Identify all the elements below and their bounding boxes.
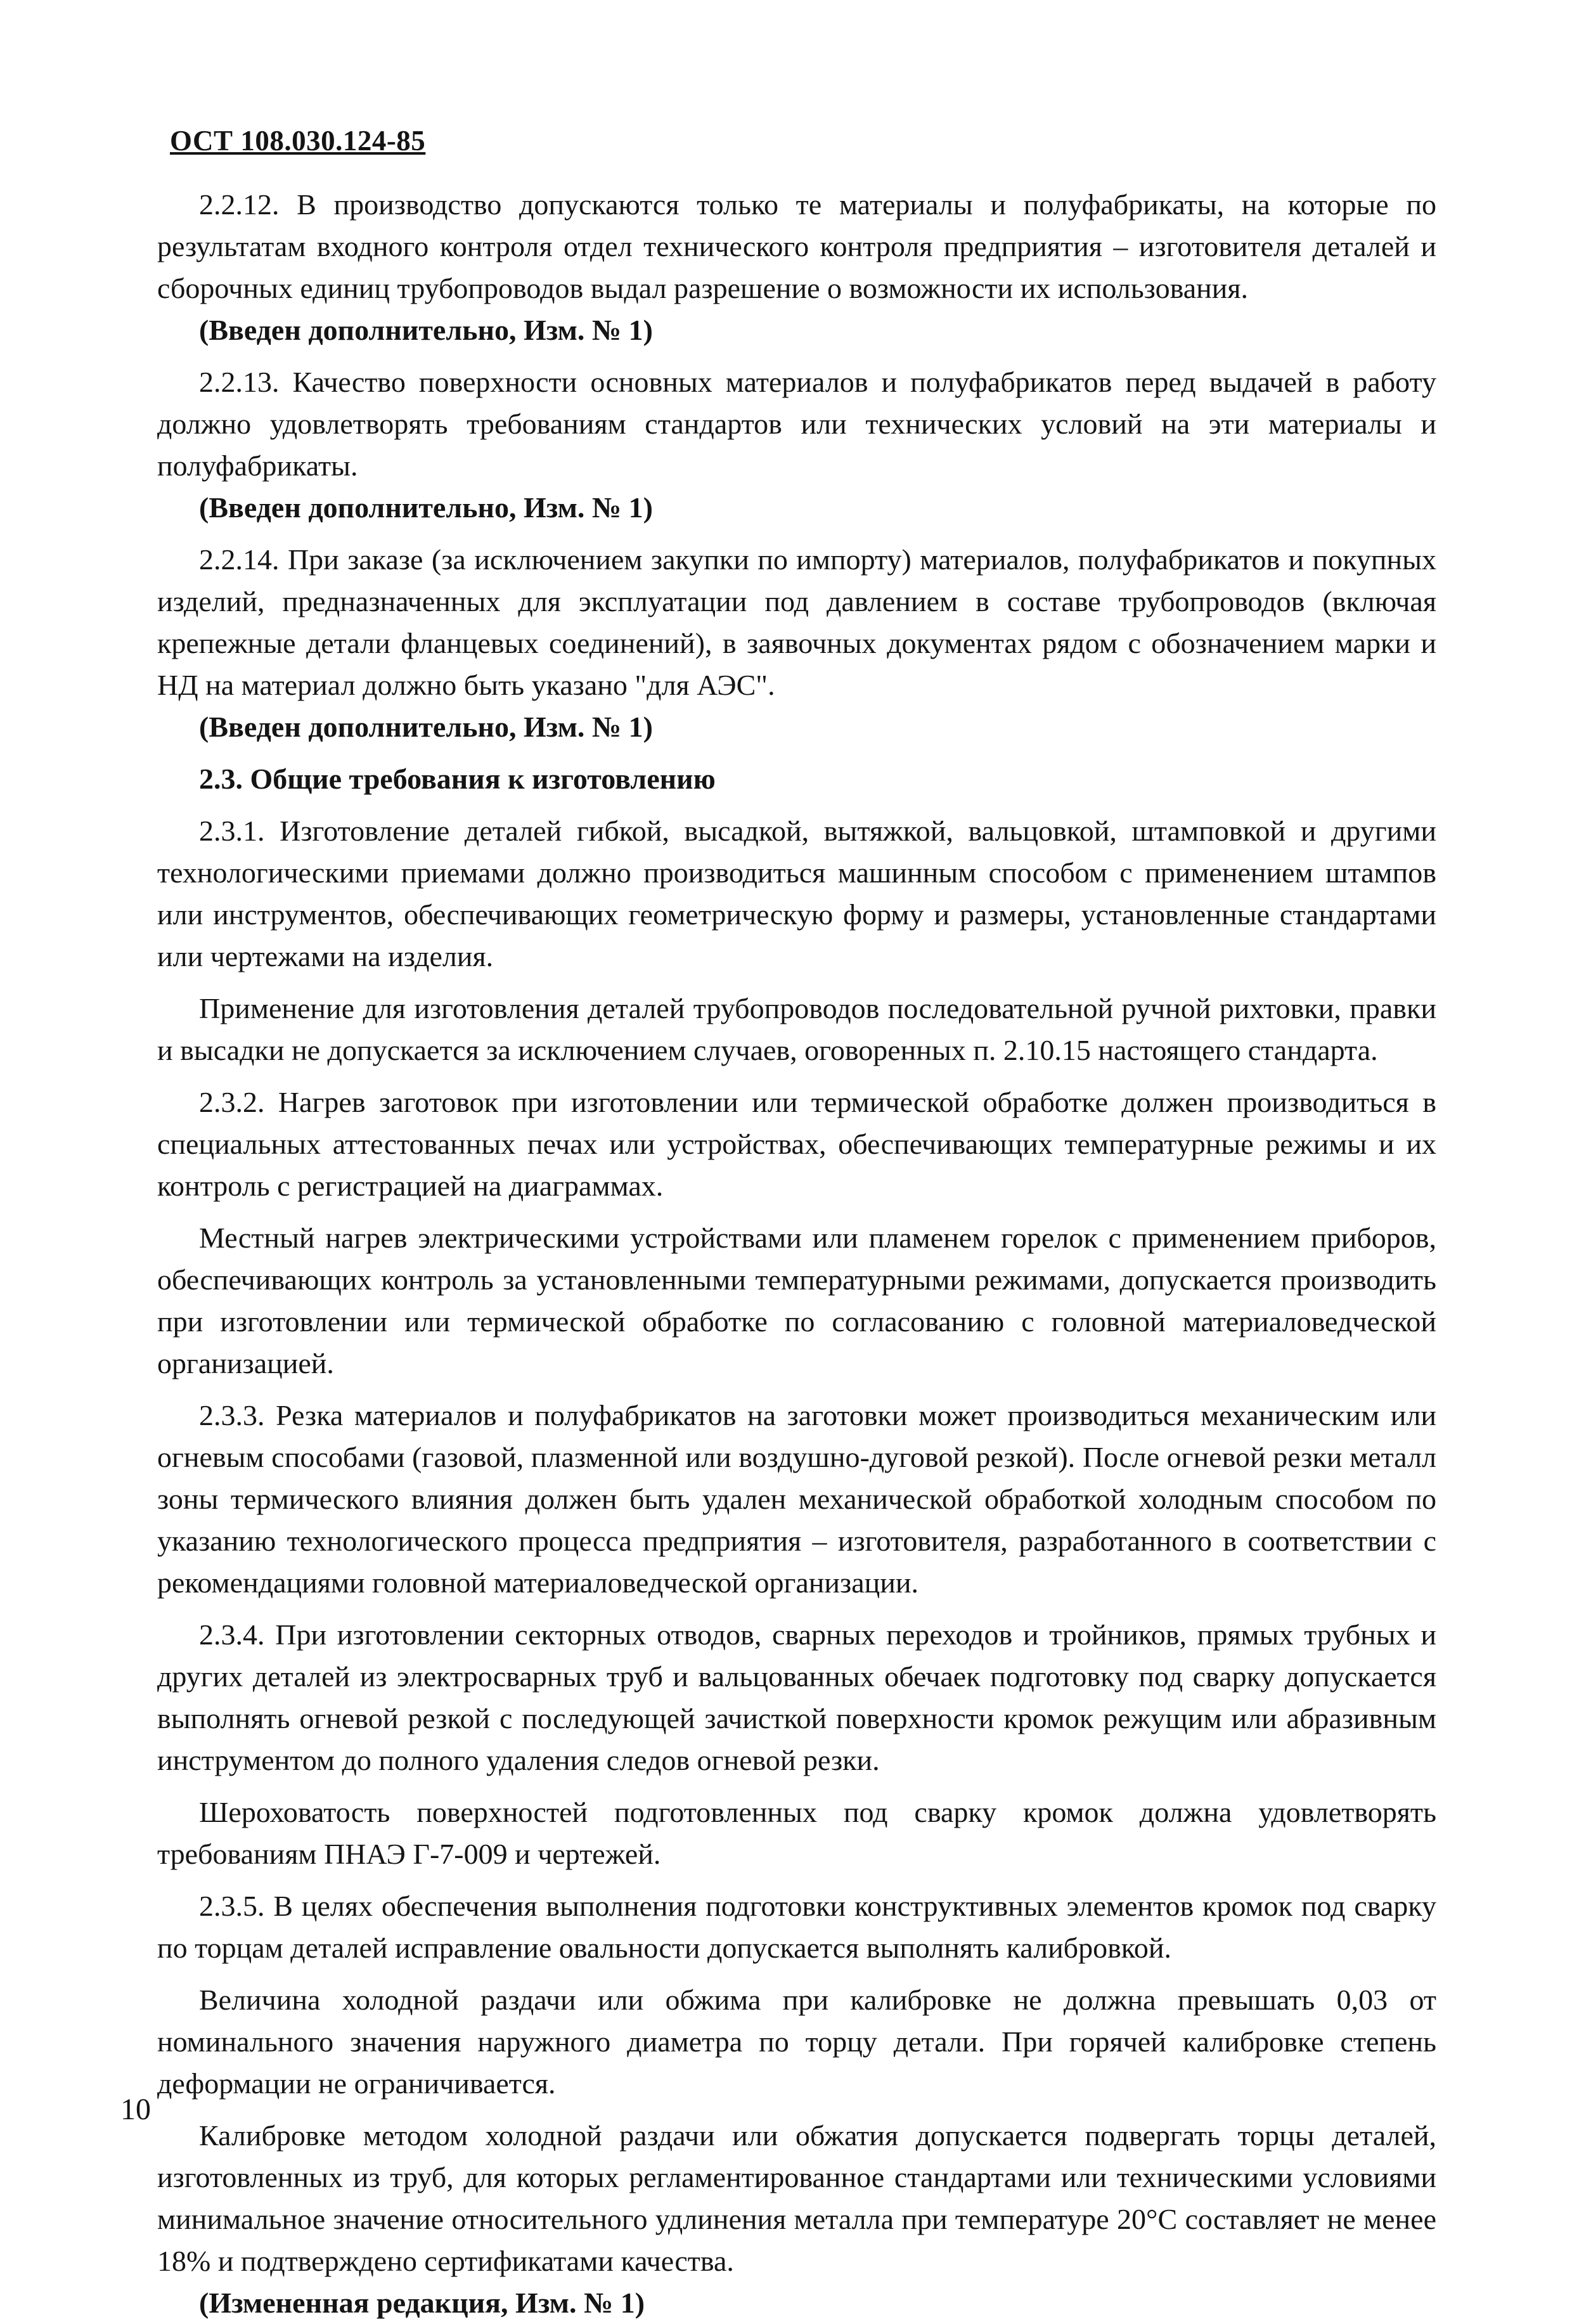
- document-body: [157, 184, 1436, 2324]
- clause-2-3-3: 2.3.3. Резка материалов и полуфабрикатов на заготовки может производиться механическим или огневым способами (газовой, плазменной или воздушно-дуговой резкой). После огневой резки металл зоны термического влияния должен быть удален механической обработкой холодным способом по указанию технологического процесса предприятия – изготовителя, разработанного в соответствии с рекомендациями головной материаловедческой организации.: [157, 1399, 1436, 1599]
- clause-2-2-13: 2.2.13. Качество поверхности основных материалов и полуфабрикатов перед выдачей в работу должно удовлетворять требованиям стандартов или технических условий на эти материалы и полуфабрикаты.: [157, 366, 1436, 482]
- document-code-header: ОСТ 108.030.124-85: [170, 125, 426, 157]
- section-heading-2-3: 2.3. Общие требования к изготовлению: [199, 763, 716, 795]
- amendment-note: (Введен дополнительно, Изм. № 1): [199, 711, 653, 743]
- paragraph-roughness: Шероховатость поверхностей подготовленных под сварку кромок должна удовлетворять требованиям ПНАЭ Г-7-009 и чертежей.: [157, 1796, 1436, 1870]
- clause-2-3-5: 2.3.5. В целях обеспечения выполнения подготовки конструктивных элементов кромок под сварку по торцам деталей исправление овальности допускается выполнять калибровкой.: [157, 1890, 1436, 1964]
- paragraph-manual-straightening: Применение для изготовления деталей трубопроводов последовательной ручной рихтовки, правки и высадки не допускается за исключением случаев, оговоренных п. 2.10.15 настоящего стандарта.: [157, 992, 1436, 1066]
- amendment-note: (Введен дополнительно, Изм. № 1): [199, 491, 653, 524]
- amendment-note: (Введен дополнительно, Изм. № 1): [199, 314, 653, 346]
- amendment-note: (Измененная редакция, Изм. № 1): [199, 2287, 645, 2319]
- clause-2-2-12: 2.2.12. В производство допускаются только те материалы и полуфабрикаты, на которые по результатам входного контроля отдел технического контроля предприятия – изготовителя деталей и сборочных единиц трубопроводов выдал разрешение о возможности их использования.: [157, 188, 1436, 304]
- clause-2-2-14: 2.2.14. При заказе (за исключением закупки по импорту) материалов, полуфабрикатов и покупных изделий, предназначенных для эксплуатации под давлением в составе трубопроводов (включая крепежные детали фланцевых соединений), в заявочных документах рядом с обозначением марки и НД на материал должно быть указано "для АЭС".: [157, 543, 1436, 701]
- paragraph-local-heating: Местный нагрев электрическими устройствами или пламенем горелок с применением приборов, обеспечивающих контроль за установленными температурными режимами, допускается производить при изготовлении или термической обработке по согласованию с головной материаловедческой организацией.: [157, 1222, 1436, 1379]
- clause-2-3-4: 2.3.4. При изготовлении секторных отводов, сварных переходов и тройников, прямых трубных и других деталей из электросварных труб и вальцованных обечаек подготовку под сварку допускается выполнять огневой резкой с последующей зачисткой поверхности кромок режущим или абразивным инструментом до полного удаления следов огневой резки.: [157, 1618, 1436, 1776]
- clause-2-3-2: 2.3.2. Нагрев заготовок при изготовлении или термической обработке должен производиться в специальных аттестованных печах или устройствах, обеспечивающих температурные режимы и их контроль с регистрацией на диаграммах.: [157, 1086, 1436, 1202]
- page-number: 10: [120, 2093, 151, 2126]
- paragraph-cold-expansion: Величина холодной раздачи или обжима при калибровке не должна превышать 0,03 от номинального значения наружного диаметра по торцу детали. При горячей калибровке степень деформации не ограничивается.: [157, 1984, 1436, 2100]
- paragraph-calibration: Калибровке методом холодной раздачи или обжатия допускается подвергать торцы деталей, изготовленных из труб, для которых регламентированное стандартами или техническими условиями минимальное значение относительного удлинения металла при температуре 20°С составляет не менее 18% и подтверждено сертификатами качества.: [157, 2119, 1436, 2277]
- clause-2-3-1: 2.3.1. Изготовление деталей гибкой, высадкой, вытяжкой, вальцовкой, штамповкой и другими технологическими приемами должно производиться машинным способом с применением штампов или инструментов, обеспечивающих геометрическую форму и размеры, установленные стандартами или чертежами на изделия.: [157, 815, 1436, 972]
